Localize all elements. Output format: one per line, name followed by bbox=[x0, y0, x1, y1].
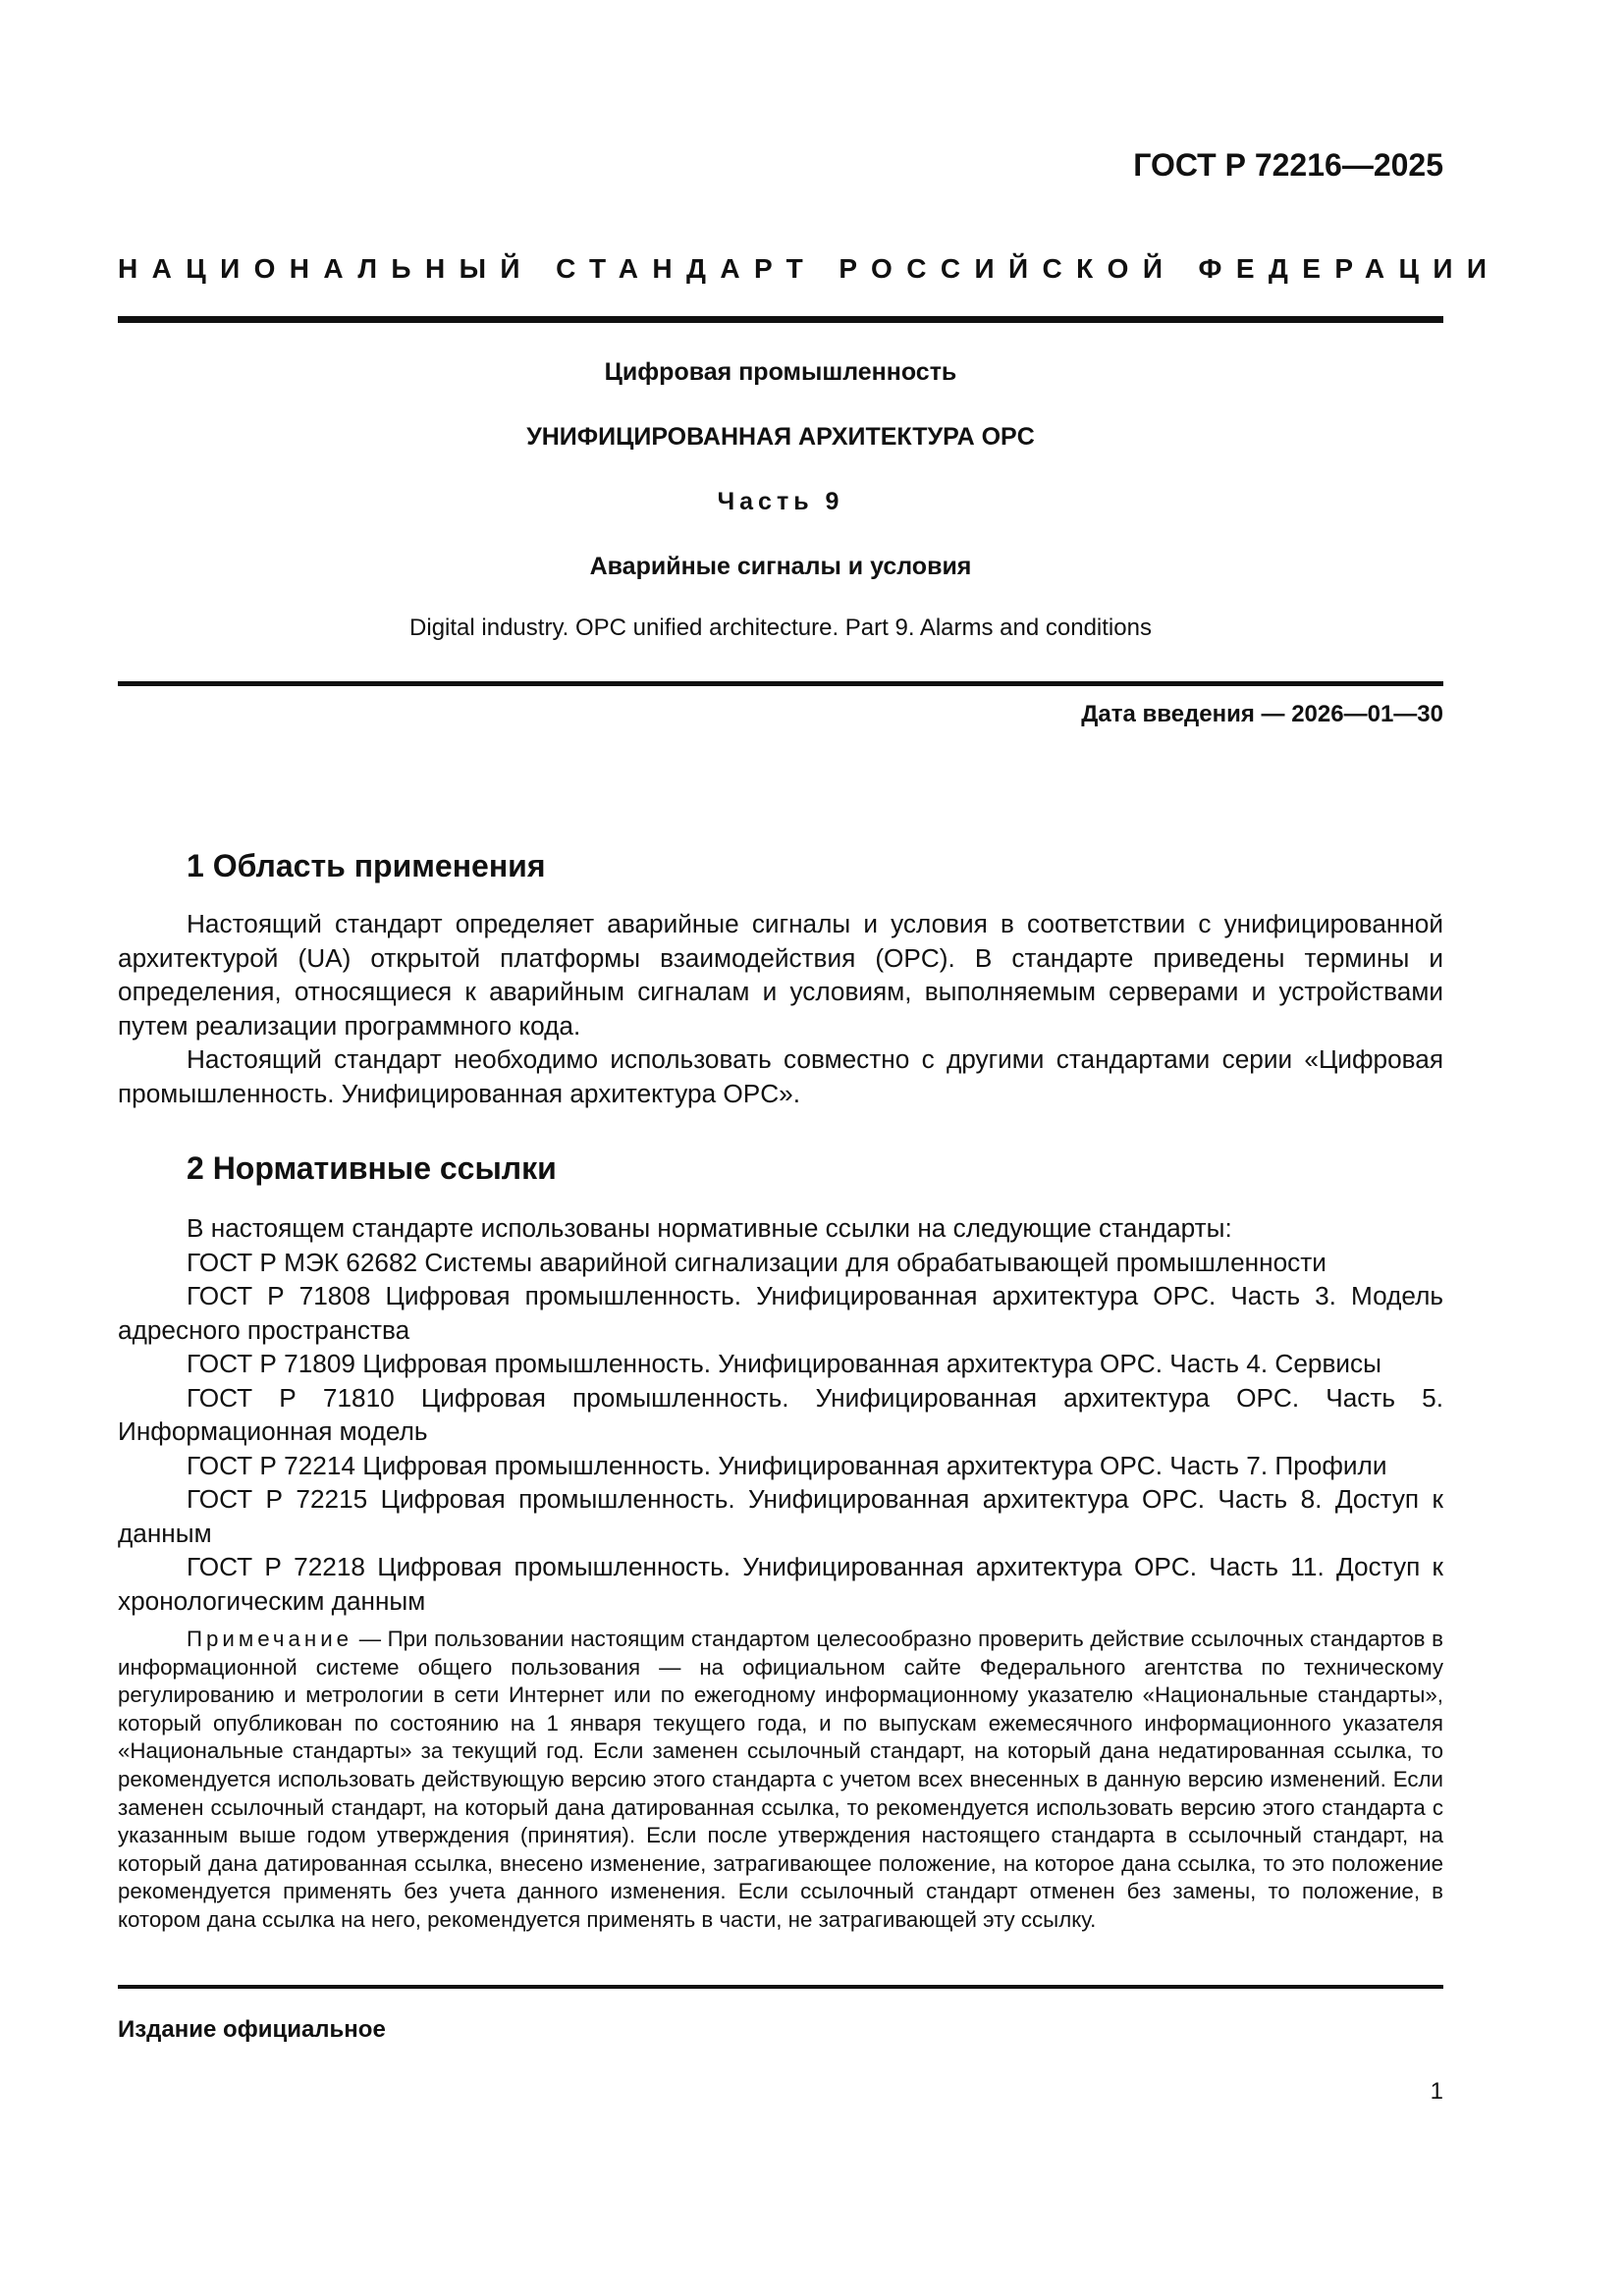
title-bottom-rule bbox=[118, 681, 1443, 686]
section-1-heading: 1 Область применения bbox=[187, 848, 546, 883]
section-1-paragraph-1: Настоящий стандарт определяет аварийные сигналы и условия в соответствии с унифицированной архитектурой (UA) открытой платформы взаимодействия (OPC). В стандарте приведены термины и определения, относящиеся к аварийным сигналам и условиям, выполняемым серверами и устройствами путем реализации программного кода. bbox=[118, 909, 1443, 1041]
reference-item: ГОСТ Р 72215 Цифровая промышленность. Унифицированная архитектура OPC. Часть 8. Доступ к данным bbox=[118, 1484, 1443, 1548]
footer-rule bbox=[118, 1985, 1443, 1989]
references-intro: В настоящем стандарте использованы нормативные ссылки на следующие стандарты: bbox=[187, 1213, 1232, 1243]
document-number: ГОСТ Р 72216—2025 bbox=[1133, 147, 1443, 183]
title-architecture: УНИФИЦИРОВАННАЯ АРХИТЕКТУРА OPC bbox=[526, 423, 1035, 451]
note-text: — При пользовании настоящим стандартом целесообразно проверить действие ссылочных стандартов в информационной системе общего пользования — на официальном сайте Федерального агентства по техническому регулированию и метрологии в сети Интернет или по ежегодному информационному указателю «Национальные стандарты», который опубликован по состоянию на 1 января текущего года, и по выпускам ежемесячного информационного указателя «Национальные стандарты» за текущий год. Если заменен ссылочный стандарт, на который дана недатированная ссылка, то рекомендуется использовать действующую версию этого стандарта с учетом всех внесенных в данную версию изменений. Если заменен ссылочный стандарт, на который дана датированная ссылка, то рекомендуется использовать версию этого стандарта с указанным выше годом утверждения (принятия). Если после утверждения настоящего стандарта в ссылочный стандарт, на который дана датированная ссылка, внесено изменение, затрагивающее положение, на которое дана ссылка, то это положение рекомендуется применять без учета данного изменения. Если ссылочный стандарт отменен без замены, то положение, в котором дана ссылка на него, рекомендуется применять в части, не затрагивающей эту ссылку. bbox=[118, 1627, 1443, 1932]
note-block bbox=[118, 1626, 1443, 1935]
section-2-heading: 2 Нормативные ссылки bbox=[187, 1150, 557, 1186]
reference-item: ГОСТ Р 71808 Цифровая промышленность. Унифицированная архитектура OPC. Часть 3. Модель адресного пространства bbox=[118, 1281, 1443, 1345]
reference-item: ГОСТ Р 72218 Цифровая промышленность. Унифицированная архитектура OPC. Часть 11. Доступ к хронологическим данным bbox=[118, 1552, 1443, 1616]
normative-references-list bbox=[118, 1211, 1443, 1618]
note-label: Примечание bbox=[187, 1627, 353, 1651]
title-part: Часть 9 bbox=[717, 488, 844, 515]
reference-item: ГОСТ Р 71809 Цифровая промышленность. Унифицированная архитектура OPC. Часть 4. Сервисы bbox=[187, 1349, 1381, 1378]
reference-item: ГОСТ Р 71810 Цифровая промышленность. Унифицированная архитектура OPC. Часть 5. Информационная модель bbox=[118, 1382, 1443, 1446]
title-english: Digital industry. OPC unified architecture. Part 9. Alarms and conditions bbox=[409, 614, 1152, 641]
reference-item: ГОСТ Р 72214 Цифровая промышленность. Унифицированная архитектура OPC. Часть 7. Профили bbox=[187, 1450, 1387, 1480]
national-standard-banner: НАЦИОНАЛЬНЫЙ СТАНДАРТ РОССИЙСКОЙ ФЕДЕРАЦИИ bbox=[118, 253, 1501, 284]
official-edition-label: Издание официальное bbox=[118, 2016, 386, 2043]
page-number: 1 bbox=[1430, 2078, 1443, 2105]
section-1-body bbox=[118, 907, 1443, 1110]
title-industry: Цифровая промышленность bbox=[604, 358, 957, 386]
top-thick-rule bbox=[118, 316, 1443, 323]
introduction-date: Дата введения — 2026—01—30 bbox=[1081, 701, 1443, 727]
note-paragraph bbox=[118, 1626, 1443, 1935]
title-subtitle: Аварийные сигналы и условия bbox=[589, 553, 972, 580]
section-1-paragraph-2: Настоящий стандарт необходимо использовать совместно с другими стандартами серии «Цифровая промышленность. Унифицированная архитектура OPC». bbox=[118, 1044, 1443, 1108]
reference-item: ГОСТ Р МЭК 62682 Системы аварийной сигнализации для обрабатывающей промышленности bbox=[187, 1247, 1326, 1277]
